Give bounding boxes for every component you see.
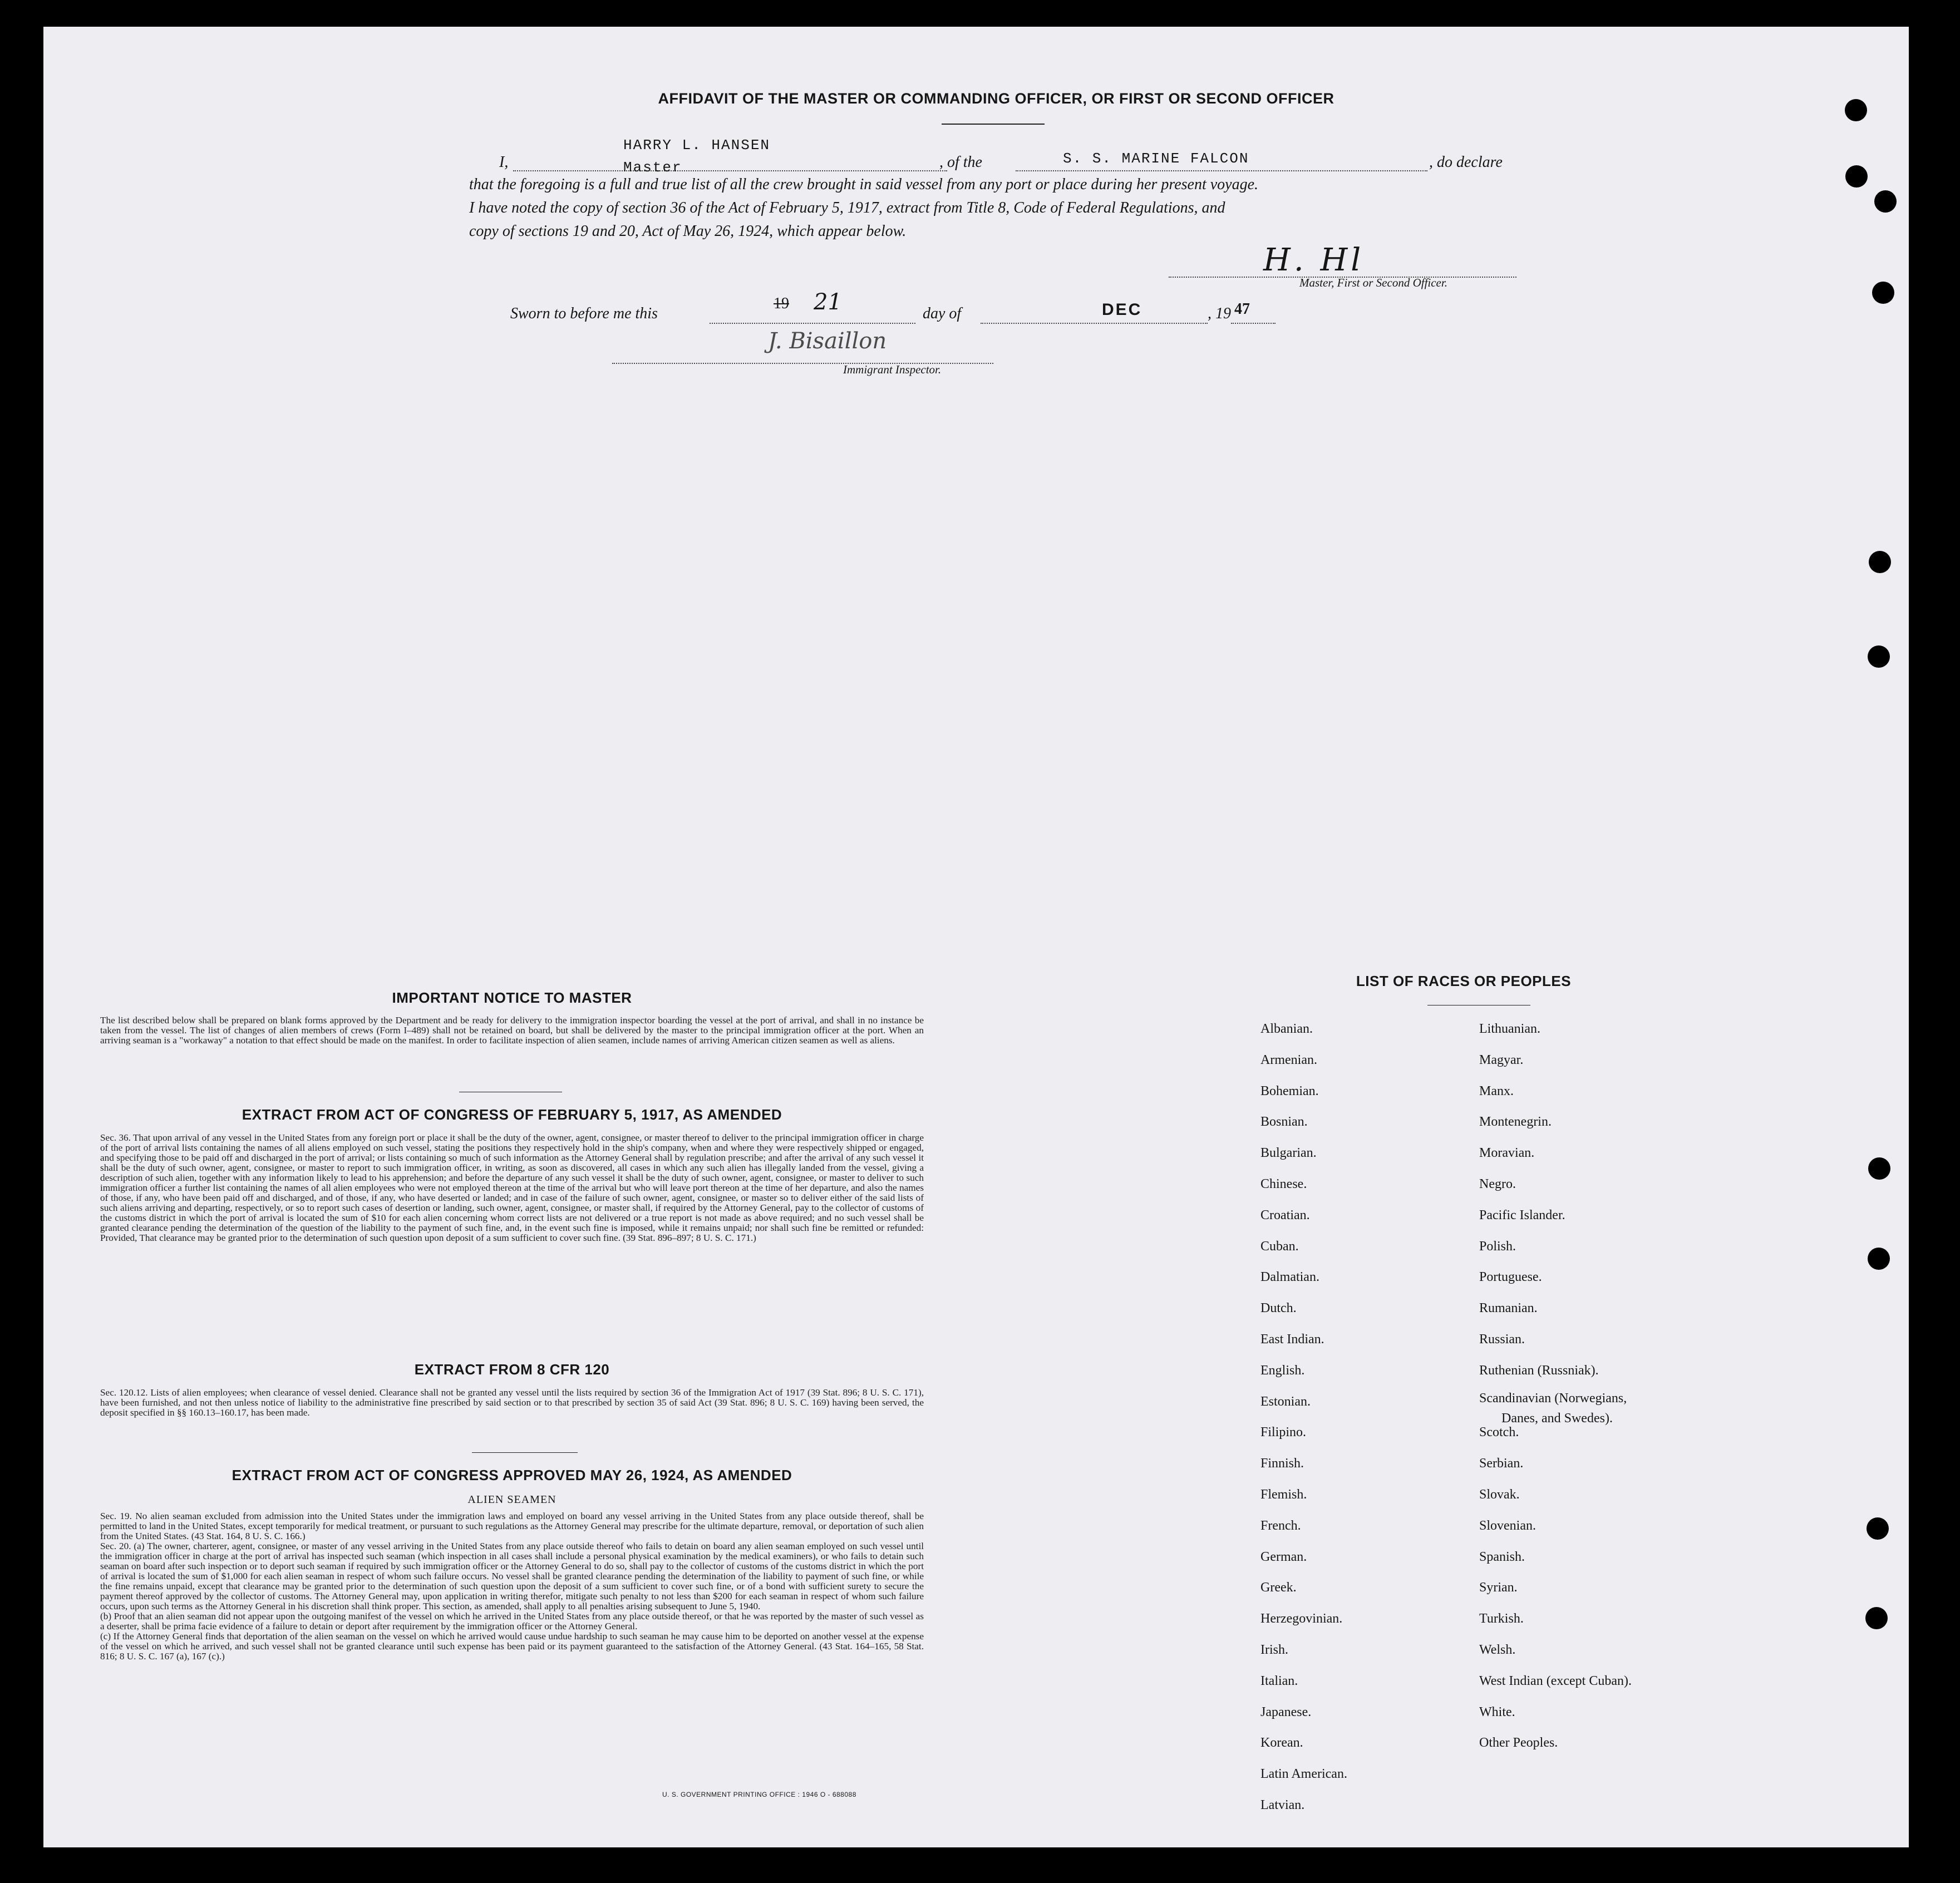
race-item: Scandinavian (Norwegians, bbox=[1479, 1391, 1627, 1406]
race-item: Bohemian. bbox=[1260, 1083, 1319, 1098]
race-item: Polish. bbox=[1479, 1239, 1516, 1254]
race-item: Scotch. bbox=[1479, 1425, 1519, 1440]
typed-vessel-name: S. S. MARINE FALCON bbox=[1063, 150, 1249, 167]
extract-1924-title: EXTRACT FROM ACT OF CONGRESS APPROVED MAY 26, 1924, AS AMENDED bbox=[232, 1467, 792, 1483]
race-item: Dutch. bbox=[1260, 1301, 1297, 1316]
extract-cfr-body: Sec. 120.12. Lists of alien employees; when clearance of vessel denied. Clearance shall not be granted any vessel until the lists required by section 36 of the Immigration Act of 1917 (39 Stat. 896; 8 U. S. C. 171), have been furnished, and not then unless notice of liability to the administrative fine prescribed by said section or to that prescribed by section 35 of said Act (39 Stat. 896; 8 U. S. C. 169) having been served, the deposit specified in §§ 160.13–160.17, has been made. bbox=[100, 1387, 924, 1418]
vessel-blank bbox=[1016, 170, 1427, 171]
race-item: Montenegrin. bbox=[1479, 1115, 1552, 1130]
race-item: Finnish. bbox=[1260, 1456, 1304, 1471]
sworn-label: Sworn to before me this bbox=[510, 305, 658, 322]
race-item: Other Peoples. bbox=[1479, 1736, 1558, 1751]
race-item: Negro. bbox=[1479, 1177, 1516, 1191]
binder-hole bbox=[1868, 645, 1890, 668]
race-item: Greek. bbox=[1260, 1580, 1297, 1595]
race-item: West Indian (except Cuban). bbox=[1479, 1673, 1632, 1688]
race-item: Serbian. bbox=[1479, 1456, 1524, 1471]
binder-hole bbox=[1845, 165, 1868, 188]
sworn-day-blank bbox=[710, 323, 915, 324]
sec-20c-paragraph: (c) If the Attorney General finds that deportation of the alien seaman on the vessel on which he arrived would cause undue hardship to such seaman he may cause him to be deported on another vessel at the expense of the vessel on which he arrived, and such vessel shall not be granted clearance until such expense has been paid or its payment guaranteed to the satisfaction of the Attorney General. (43 Stat. 164–165, 58 Stat. 816; 8 U. S. C. 167 (a), 167 (c).) bbox=[100, 1631, 924, 1662]
race-item: Armenian. bbox=[1260, 1052, 1317, 1067]
race-item: Portuguese. bbox=[1479, 1270, 1542, 1285]
binder-hole bbox=[1868, 1248, 1890, 1270]
affiant-label: I, bbox=[499, 154, 509, 171]
race-item: Albanian. bbox=[1260, 1022, 1313, 1036]
sec-19-paragraph: Sec. 19. No alien seaman excluded from admission into the United States under the immigration laws and employed on board any vessel arriving in the United States from any place outside thereof, shall be permitted to land in the United States, except temporarily for medical treatment, or pursuant to such regulations as the Attorney General may prescribe for the ultimate departure, removal, or deportation of such alien from the United States. (43 Stat. 164, 8 U. S. C. 166.) bbox=[100, 1511, 924, 1541]
declare-label: , do declare bbox=[1429, 154, 1503, 171]
inspector-signature: J. Bisaillon bbox=[768, 328, 887, 354]
affidavit-line-2: that the foregoing is a full and true list of all the crew brought in said vessel from any port or place during her present voyage. bbox=[469, 176, 1259, 193]
binder-hole bbox=[1868, 1157, 1890, 1180]
race-item: Spanish. bbox=[1479, 1549, 1525, 1564]
race-item: Manx. bbox=[1479, 1083, 1514, 1098]
name-blank bbox=[513, 170, 947, 171]
race-item: Croatian. bbox=[1260, 1207, 1310, 1223]
race-item: Bosnian. bbox=[1260, 1115, 1308, 1130]
inspector-caption: Immigrant Inspector. bbox=[843, 363, 942, 376]
race-item: East Indian. bbox=[1260, 1332, 1324, 1347]
printing-office-imprint: U. S. GOVERNMENT PRINTING OFFICE : 1946 O - 688088 bbox=[662, 1791, 856, 1798]
race-item: Turkish. bbox=[1479, 1611, 1524, 1626]
extract-1924-body bbox=[100, 1511, 924, 1662]
race-item: Latvian. bbox=[1260, 1798, 1305, 1812]
binder-hole bbox=[1872, 282, 1894, 304]
race-item: Pacific Islander. bbox=[1479, 1207, 1565, 1223]
affidavit-line-3: I have noted the copy of section 36 of the Act of February 5, 1917, extract from Title 8, Code of Federal Regulations, and bbox=[469, 199, 1225, 216]
race-item: Welsh. bbox=[1479, 1643, 1516, 1657]
race-item: Danes, and Swedes). bbox=[1501, 1411, 1613, 1426]
race-item: Dalmatian. bbox=[1260, 1270, 1319, 1285]
typed-master-rank: Master bbox=[623, 159, 682, 176]
race-item: German. bbox=[1260, 1549, 1307, 1564]
day-of-label: day of bbox=[923, 305, 962, 322]
race-item: Lithuanian. bbox=[1479, 1022, 1540, 1036]
race-item: Ruthenian (Russniak). bbox=[1479, 1363, 1599, 1378]
master-caption: Master, First or Second Officer. bbox=[1299, 276, 1447, 289]
race-item: Syrian. bbox=[1479, 1580, 1518, 1595]
extract-1917-body: Sec. 36. That upon arrival of any vessel in the United States from any foreign port or place it shall be the duty of the owner, agent, consignee, or master thereof to deliver to the principal immigration officer in charge of the port of arrival lists containing the names of all aliens employed on such vessel, stating the positions they respectively hold in the ship's company, when and where they were respectively shipped or engaged, and specifying those to be paid off and discharged in the port of arrival; or lists containing so much of such information as the Attorney General shall by regulation prescribe; and after the arrival of any such vessel it shall be the duty of such owner, agent, consignee, or master to report to such immigration officer, in writing, as soon as discovered, all cases in which any such alien has illegally landed from the vessel, giving a description of such alien, together with any information likely to lead to his apprehension; and before the departure of any such vessel it shall be the duty of such owner, agent, consignee, or master to deliver to such immigration officer a further list containing the names of all alien employees who were not employed thereon at the time of the arrival but who will leave port thereon at the time of her departure, and also the names of those, if any, who have been paid off and discharged, and of those, if any, who have deserted or landed; and in case of the failure of such owner, agent, consignee, or master so to deliver either of the said lists of such aliens arriving and departing, respectively, or so to report such cases of desertion or landing, such owner, agent, consignee, or master shall, if required by the Attorney General, pay to the collector of customs of the customs district in which the port of arrival is located the sum of $10 for each alien concerning whom correct lists are not delivered or a true report is not made as above required; and no such vessel shall be granted clearance pending the determination of the question of the liability to the payment of such fine, and, in the event such fine is imposed, while it remains unpaid; nor shall such fine be remitted or refunded: Provided, That clearance may be granted prior to the determination of such question upon deposit of a sum sufficient to cover such fine. (39 Stat. 896–897; 8 U. S. C. 171.) bbox=[100, 1132, 924, 1243]
extract-1924-subtitle: ALIEN SEAMEN bbox=[467, 1493, 557, 1506]
race-item: Irish. bbox=[1260, 1643, 1288, 1657]
race-item: Japanese. bbox=[1260, 1704, 1312, 1719]
sec-20b-paragraph: (b) Proof that an alien seaman did not appear upon the outgoing manifest of the vessel on which he arrived in the United States from any place outside thereof, or that he was reported by the master of such vessel as a deserter, shall be prima facie evidence of a failure to detain or deport after requirement by the immigration officer or the Attorney General. bbox=[100, 1611, 924, 1631]
race-item: French. bbox=[1260, 1518, 1301, 1533]
races-title: LIST OF RACES OR PEOPLES bbox=[1356, 973, 1572, 989]
binder-hole bbox=[1865, 1607, 1888, 1629]
race-item: Herzegovinian. bbox=[1260, 1611, 1343, 1626]
year-blank bbox=[1231, 323, 1276, 324]
binder-hole bbox=[1869, 551, 1891, 573]
race-item: Flemish. bbox=[1260, 1487, 1307, 1502]
title-divider bbox=[942, 124, 1045, 125]
race-item: Chinese. bbox=[1260, 1177, 1307, 1191]
binder-hole bbox=[1867, 1517, 1889, 1540]
race-item: Cuban. bbox=[1260, 1239, 1299, 1254]
race-item: Magyar. bbox=[1479, 1052, 1524, 1067]
race-item: Estonian. bbox=[1260, 1394, 1311, 1409]
sec-20a-paragraph: Sec. 20. (a) The owner, charterer, agent, consignee, or master of any vessel arriving in the United States from any place outside thereof who fails to detain on board any alien seaman employed on such vessel until the immigration officer in charge at the port of arrival has inspected such seaman (which inspection in all cases shall include a personal physical examination by the medical examiners), or who fails to detain such seaman on board after such inspection or to deport such seaman if required by such immigration officer or the Attorney General to do so, shall pay to the collector of customs of the customs district in which the port of arrival is located the sum of $1,000 for each alien seaman in respect of whom such failure occurs. No vessel shall be granted clearance pending the determination of the liability to payment of such fine, or while the fine remains unpaid, except that clearance may be granted prior to the determination of such question upon the deposit of a sum sufficient to cover such fine, or of a bond with sufficient surety to secure the payment thereof approved by the collector of customs. The Attorney General may, upon application in writing therefor, mitigate such penalty to not less than $200 for each seaman in respect of whom such failure occurs, upon such terms as the Attorney General in his discretion shall think proper. This section, as amended, shall apply to all penalties arising subsequent to June 5, 1940. bbox=[100, 1541, 924, 1611]
typed-master-name: HARRY L. HANSEN bbox=[623, 137, 771, 154]
section-divider bbox=[472, 1452, 578, 1453]
race-item: Latin American. bbox=[1260, 1767, 1347, 1782]
master-signature: H. Hl bbox=[1263, 242, 1365, 278]
race-item: White. bbox=[1479, 1704, 1515, 1719]
race-item: Moravian. bbox=[1479, 1146, 1535, 1161]
race-item: Slovenian. bbox=[1479, 1518, 1536, 1533]
binder-hole bbox=[1845, 99, 1867, 121]
extract-1917-title: EXTRACT FROM ACT OF CONGRESS OF FEBRUARY 5, 1917, AS AMENDED bbox=[242, 1106, 782, 1123]
sworn-month-blank bbox=[981, 323, 1208, 324]
race-item: Korean. bbox=[1260, 1736, 1303, 1751]
affidavit-line-4: copy of sections 19 and 20, Act of May 26, 1924, which appear below. bbox=[469, 223, 907, 240]
race-item: Bulgarian. bbox=[1260, 1146, 1317, 1161]
sworn-day-handwritten: 21 bbox=[814, 289, 842, 315]
extract-cfr-title: EXTRACT FROM 8 CFR 120 bbox=[414, 1361, 610, 1378]
sworn-struck-year: 19 bbox=[774, 295, 789, 312]
notice-body: The list described below shall be prepared on blank forms approved by the Department and be ready for delivery to the immigration inspector boarding the vessel at the port of arrival, and shall in no instance be taken from the vessel. The list of changes of alien members of crews (Form I–489) shall not be retained on board, but shall be delivered by the master to the principal immigration officer at the port. When an arriving seaman is a "workaway" a notation to that effect should be made on the manifest. In order to facilitate inspection of alien seamen, include names of arriving American citizen seamen as well as aliens. bbox=[100, 1015, 924, 1046]
year-suffix: 47 bbox=[1234, 300, 1250, 318]
notice-title: IMPORTANT NOTICE TO MASTER bbox=[392, 989, 632, 1006]
race-item: Italian. bbox=[1260, 1673, 1298, 1688]
year-prefix: , 19 bbox=[1208, 305, 1231, 322]
binder-hole bbox=[1874, 190, 1897, 213]
race-item: Slovak. bbox=[1479, 1487, 1520, 1502]
of-the-label: , of the bbox=[939, 154, 982, 171]
sworn-month: DEC bbox=[1102, 300, 1142, 319]
race-item: Russian. bbox=[1479, 1332, 1525, 1347]
affidavit-title: AFFIDAVIT OF THE MASTER OR COMMANDING OFFICER, OR FIRST OR SECOND OFFICER bbox=[658, 90, 1334, 107]
race-item: Filipino. bbox=[1260, 1425, 1307, 1440]
race-item: Rumanian. bbox=[1479, 1301, 1538, 1316]
race-item: English. bbox=[1260, 1363, 1305, 1378]
